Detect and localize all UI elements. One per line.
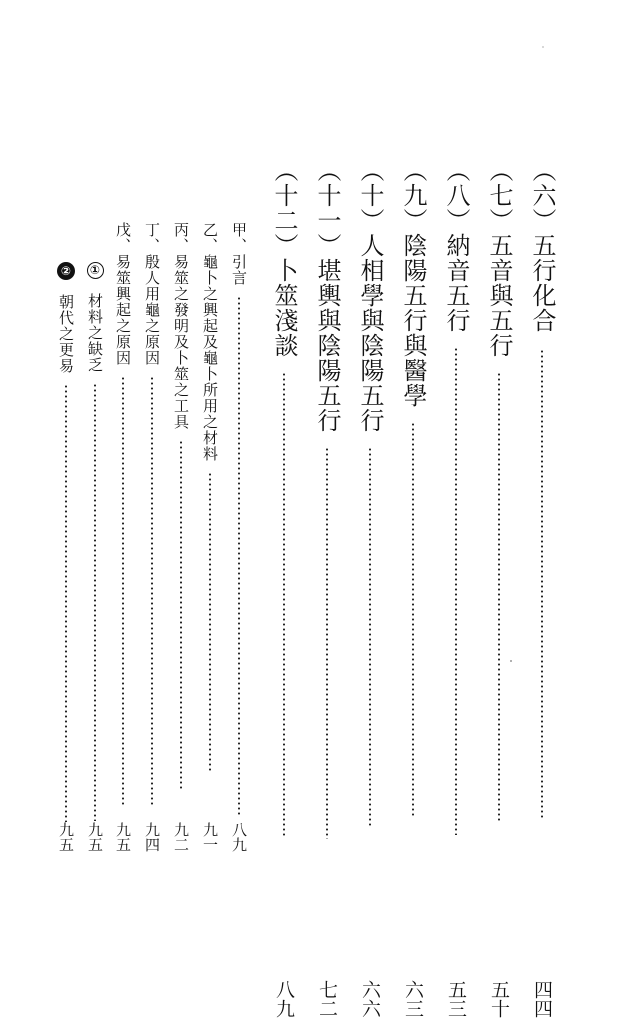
print-speck [542,46,544,48]
toc-entry-11 [312,158,342,1018]
toc-subentry-page: 九一 [201,822,219,852]
toc-entry-page: 五十 [488,980,510,1018]
toc-entry-page: 五三 [445,980,467,1018]
print-speck [510,660,512,662]
toc-subentry-title: 丁、殷人用龜之原因 [143,222,161,366]
dot-leader [65,384,67,822]
toc-subentry-page: 九五 [86,822,104,852]
toc-subentry-page: 九四 [143,822,161,852]
toc-entry-7 [484,158,514,1018]
toc-subentry-page: 八九 [230,822,248,852]
dot-leader [151,376,153,806]
toc-entry-12 [269,158,299,1018]
dot-leader [180,440,182,790]
toc-entry-title: （八）納音五行 [442,158,470,333]
toc-entry-page: 四四 [531,980,553,1018]
toc-subentry-jia [228,222,250,862]
toc-entry-10 [355,158,385,1018]
toc-subentry-bing [170,222,192,862]
dot-leader [94,383,96,821]
dot-leader [541,349,543,819]
dot-leader [455,347,457,835]
dot-leader [122,376,124,806]
toc-subentry-title: 朝代之更易 [57,294,75,374]
dot-leader [283,372,285,838]
dot-leader [412,422,414,816]
toc-subentry-wu [112,222,134,862]
toc-subentry-page: 九五 [57,822,75,852]
toc-entry-8 [441,158,471,1018]
toc-subentry-title: 丙、易筮之發明及卜筮之工具 [172,222,190,430]
toc-entry-page: 八九 [273,980,295,1018]
toc-subentry-page: 九五 [114,822,132,852]
toc-subentry-ding [141,222,163,862]
dot-leader [326,447,328,839]
toc-entry-title: （十一）堪輿與陰陽五行 [313,158,341,433]
toc-entry-9 [398,158,428,1018]
toc-entry-page: 七二 [316,980,338,1018]
toc-subentry-yi [199,222,221,862]
toc-entry-title: （六）五行化合 [528,158,556,333]
toc-subentry-page: 九二 [172,822,190,852]
toc-entry-6 [527,158,557,1018]
toc-entry-title: （十）人相學與陰陽五行 [356,158,384,433]
dot-leader [238,296,240,816]
dot-leader [209,472,211,772]
toc-subentry-title: 乙、龜卜之興起及龜卜所用之材料 [201,222,219,462]
dot-leader [498,372,500,822]
toc-entry-title: （十二）卜筮淺談 [270,158,298,358]
toc-entry-page: 六三 [402,980,424,1018]
toc-subentry-title: 戊、易筮興起之原因 [114,222,132,366]
toc-subentry-material-shortage [84,262,106,862]
toc-subentry-title: 材料之缺乏 [86,293,104,373]
circled-number-marker: ① [87,262,104,279]
toc-subentry-dynasty-change [55,262,77,862]
toc-entry-title: （七）五音與五行 [485,158,513,358]
toc-entry-title: （九）陰陽五行與醫學 [399,158,427,408]
toc-subentry-title: 甲、引言 [230,222,248,286]
dot-leader [369,447,371,827]
circled-number-marker: ② [57,262,75,280]
toc-entry-page: 六六 [359,980,381,1018]
